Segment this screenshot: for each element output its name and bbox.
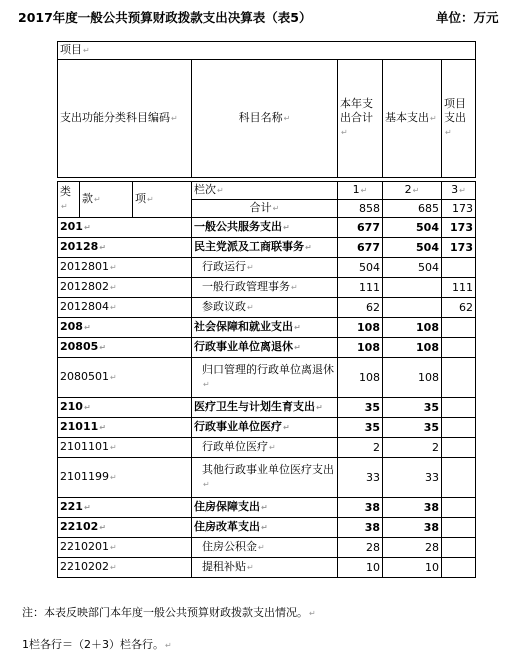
col-number-3: 3↵ [442,182,476,200]
row-total: 108 [338,338,383,358]
row-basic: 10 [383,558,442,578]
row-basic: 38 [383,498,442,518]
row-total: 35 [338,418,383,438]
sum-total: 858 [338,200,383,218]
sum-basic: 685 [383,200,442,218]
row-basic: 33 [383,458,442,498]
row-project: 173 [442,218,476,238]
table-row [58,258,476,278]
row-total: 677 [338,218,383,238]
row-project [442,418,476,438]
row-subject-name: 住房保障支出↵ [192,498,338,518]
row-basic: 28 [383,538,442,558]
row-subject-name: 行政运行↵ [192,258,338,278]
row-project: 111 [442,278,476,298]
row-project [442,458,476,498]
row-total: 108 [338,358,383,398]
row-code: 20805↵ [58,338,192,358]
lanci-label: 栏次↵ [192,182,338,200]
row-code: 21011↵ [58,418,192,438]
row-subject-name: 一般行政管理事务↵ [192,278,338,298]
xiang-header: 项↵ [133,182,192,218]
row-total: 111 [338,278,383,298]
expenditure-table [57,41,476,178]
row-subject-name: 行政事业单位医疗↵ [192,418,338,438]
row-project: 62 [442,298,476,318]
row-subject-name: 一般公共服务支出↵ [192,218,338,238]
table-row [58,238,476,258]
row-code: 2101101↵ [58,438,192,458]
row-total: 504 [338,258,383,278]
row-total: 677 [338,238,383,258]
table-row [58,298,476,318]
row-code: 22102↵ [58,518,192,538]
row-code: 2080501↵ [58,358,192,398]
sum-label: 合计↵ [192,200,338,218]
lei-header: 类↵ [58,182,80,218]
row-total: 33 [338,458,383,498]
row-code: 2012801↵ [58,258,192,278]
table-row [58,278,476,298]
expenditure-table-body [57,181,476,578]
row-total: 38 [338,518,383,538]
basic-column-header: 基本支出↵ [383,60,442,178]
row-code: 20128↵ [58,238,192,258]
unit-label: 单位：万元 [436,10,499,25]
table-row [58,318,476,338]
row-basic: 108 [383,358,442,398]
row-code: 208↵ [58,318,192,338]
row-subject-name: 行政事业单位离退休↵ [192,338,338,358]
row-subject-name: 其他行政事业单位医疗支出↵ [192,458,338,498]
row-basic: 504 [383,258,442,278]
row-project [442,558,476,578]
row-project [442,498,476,518]
row-project [442,518,476,538]
row-total: 38 [338,498,383,518]
row-subject-name: 住房改革支出↵ [192,518,338,538]
col-number-1: 1↵ [338,182,383,200]
table-row [58,498,476,518]
table-row [58,398,476,418]
row-project [442,358,476,398]
row-basic [383,278,442,298]
row-total: 2 [338,438,383,458]
row-project [442,438,476,458]
row-total: 108 [338,318,383,338]
table-rows [58,218,476,578]
subject-name-header: 科目名称↵ [192,60,338,178]
row-basic: 504 [383,238,442,258]
table-note: 注：本表反映部门本年度一般公共预算财政拨款支出情况。↵ [22,606,316,619]
row-code: 210↵ [58,398,192,418]
row-subject-name: 民主党派及工商联事务↵ [192,238,338,258]
table-row [58,438,476,458]
row-subject-name: 社会保障和就业支出↵ [192,318,338,338]
row-basic: 35 [383,418,442,438]
row-subject-name: 提租补贴↵ [192,558,338,578]
column-note: 1栏各行＝（2＋3）栏各行。↵ [22,638,172,651]
row-basic: 35 [383,398,442,418]
total-column-header: 本年支出合计↵ [338,60,383,178]
row-code: 221↵ [58,498,192,518]
table-row [58,358,476,398]
row-project [442,338,476,358]
func-code-header: 支出功能分类科目编码↵ [58,60,192,178]
table-row [58,418,476,438]
report-header [0,6,523,28]
table-head [58,42,476,178]
row-subject-name: 住房公积金↵ [192,538,338,558]
row-basic: 2 [383,438,442,458]
row-total: 28 [338,538,383,558]
row-code: 2012804↵ [58,298,192,318]
row-project: 173 [442,238,476,258]
table-row [58,518,476,538]
row-subject-name: 行政单位医疗↵ [192,438,338,458]
row-project [442,538,476,558]
row-code: 2210201↵ [58,538,192,558]
row-basic: 38 [383,518,442,538]
row-code: 2210202↵ [58,558,192,578]
row-basic: 108 [383,318,442,338]
row-total: 35 [338,398,383,418]
row-code: 201↵ [58,218,192,238]
row-subject-name: 参政议政↵ [192,298,338,318]
row-basic: 108 [383,338,442,358]
row-project [442,318,476,338]
col-number-2: 2↵ [383,182,442,200]
item-header-cell: 项目↵ [58,42,476,60]
row-basic: 504 [383,218,442,238]
table-row [58,218,476,238]
row-subject-name: 归口管理的行政单位离退休↵ [192,358,338,398]
report-title: 2017年度一般公共预算财政拨款支出决算表（表5） [18,10,312,25]
row-subject-name: 医疗卫生与计划生育支出↵ [192,398,338,418]
row-basic [383,298,442,318]
kuan-header: 款↵ [80,182,133,218]
row-project [442,398,476,418]
row-code: 2012802↵ [58,278,192,298]
project-column-header: 项目支出↵ [442,60,476,178]
row-total: 62 [338,298,383,318]
table-row [58,558,476,578]
table-row [58,538,476,558]
table-row [58,458,476,498]
row-project [442,258,476,278]
sum-project: 173 [442,200,476,218]
row-code: 2101199↵ [58,458,192,498]
table-row [58,338,476,358]
row-total: 10 [338,558,383,578]
